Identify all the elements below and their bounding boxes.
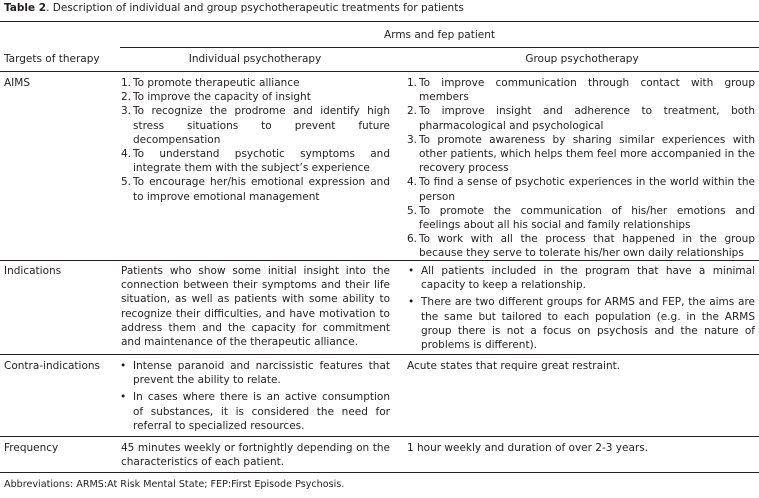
item-text: To promote awareness by sharing similar experiences with other patients, which helps them feel more accompanied in the recovery process <box>419 133 755 175</box>
bullet-icon: • <box>120 360 127 372</box>
row-label-contra: Contra-indications <box>4 360 101 372</box>
frequency-individual-text: 45 minutes weekly or fortnightly depending on the characteristics of each patient. <box>121 442 390 469</box>
item-text: To improve communication through contact with group members <box>419 77 755 104</box>
item-number: 1. <box>407 77 418 89</box>
aims-individual-list <box>121 76 390 204</box>
list-item <box>121 147 390 175</box>
list-item <box>121 90 390 104</box>
item-number: 5. <box>121 176 132 189</box>
bullet-icon: • <box>408 265 415 277</box>
bullet-icon: • <box>408 296 415 309</box>
item-text: There are two different groups for ARMS and FEP, the aims are the same but tailored to each population (e.g. in the ARMS group there is not a focus on psychosis and the nature of problems is different). <box>421 296 755 352</box>
list-item <box>407 133 755 176</box>
item-text: To recognize the prodrome and identify high stress situations to prevent future decompensation <box>133 105 390 146</box>
group-header-rule <box>120 47 759 48</box>
bottom-rule <box>0 472 759 473</box>
bullet-item <box>405 264 755 292</box>
frequency-group-text: 1 hour weekly and duration of over 2-3 years. <box>407 442 649 454</box>
item-text: To encourage her/his emotional expression and to improve emotional management <box>133 176 390 203</box>
list-item <box>121 104 390 147</box>
item-number: 3. <box>407 133 418 146</box>
col-header-targets: Targets of therapy <box>4 53 100 65</box>
table-label: Table 2 <box>4 2 47 14</box>
col-header-group: Group psychotherapy <box>525 53 639 65</box>
indications-group-list <box>405 264 755 352</box>
item-number: 4. <box>121 148 132 161</box>
contra-group-text: Acute states that require great restraint. <box>407 360 621 372</box>
row-label-frequency: Frequency <box>4 442 59 454</box>
item-text: Intense paranoid and narcissistic features that prevent the ability to relate. <box>133 360 390 387</box>
col-header-individual: Individual psychotherapy <box>188 53 322 65</box>
list-item <box>407 204 755 232</box>
top-rule <box>0 21 759 22</box>
item-text: To understand psychotic symptoms and integrate them with the subject’s experience <box>133 148 390 175</box>
list-item <box>121 175 390 203</box>
item-text: To promote the communication of his/her emotions and feelings about all his social and family relationships <box>419 204 755 232</box>
item-text: All patients included in the program that have a minimal capacity to keep a relationship. <box>421 265 755 292</box>
bullet-item <box>117 390 390 433</box>
item-number: 2. <box>121 91 132 104</box>
item-number: 2. <box>407 105 418 118</box>
footnote: Abbreviations: ARMS:At Risk Mental State; FEP:First Episode Psychosis. <box>4 479 345 490</box>
list-item <box>407 104 755 132</box>
row-label-aims: AIMS <box>4 77 31 89</box>
list-item <box>407 232 755 260</box>
item-text: To improve the capacity of insight <box>133 91 311 104</box>
row-divider-2 <box>0 354 759 355</box>
list-item <box>121 76 390 90</box>
item-text: To work with all the process that happened in the group because they serve to tolerate his/her own daily relationships <box>419 233 755 260</box>
bullet-item <box>117 359 390 387</box>
item-number: 5. <box>407 204 418 217</box>
item-number: 6. <box>407 233 418 246</box>
contra-individual-list <box>117 359 390 433</box>
item-number: 4. <box>407 176 418 189</box>
aims-group-list <box>407 76 755 261</box>
item-text: To improve insight and adherence to treatment, both pharmacological and psychological <box>419 105 755 132</box>
item-text: To promote therapeutic alliance <box>133 77 300 89</box>
table-caption <box>4 1 464 15</box>
row-label-indications: Indications <box>4 265 62 277</box>
item-number: 1. <box>121 77 132 89</box>
item-number: 3. <box>121 105 132 118</box>
row-divider-3 <box>0 436 759 437</box>
caption-text: . Description of individual and group psychotherapeutic treatments for patients <box>46 2 464 14</box>
item-text: To find a sense of psychotic experiences in the world within the person <box>419 176 755 203</box>
item-text: In cases where there is an active consumption of substances, it is considered the need for referral to specialized resources. <box>133 391 390 432</box>
row-divider-1 <box>0 260 759 261</box>
bullet-item <box>405 295 755 352</box>
group-header: Arms and fep patient <box>384 29 495 41</box>
list-item <box>407 175 755 203</box>
list-item <box>407 76 755 104</box>
header-bottom-rule <box>0 71 759 72</box>
bullet-icon: • <box>120 391 127 404</box>
indications-individual-text: Patients who show some initial insight into the connection between their symptoms and their life situation, as well as patients with some ability to recognize their difficulties, and have motivation to address them and the capacity for commitment and maintenance of the therapeutic alliance. <box>121 265 390 349</box>
